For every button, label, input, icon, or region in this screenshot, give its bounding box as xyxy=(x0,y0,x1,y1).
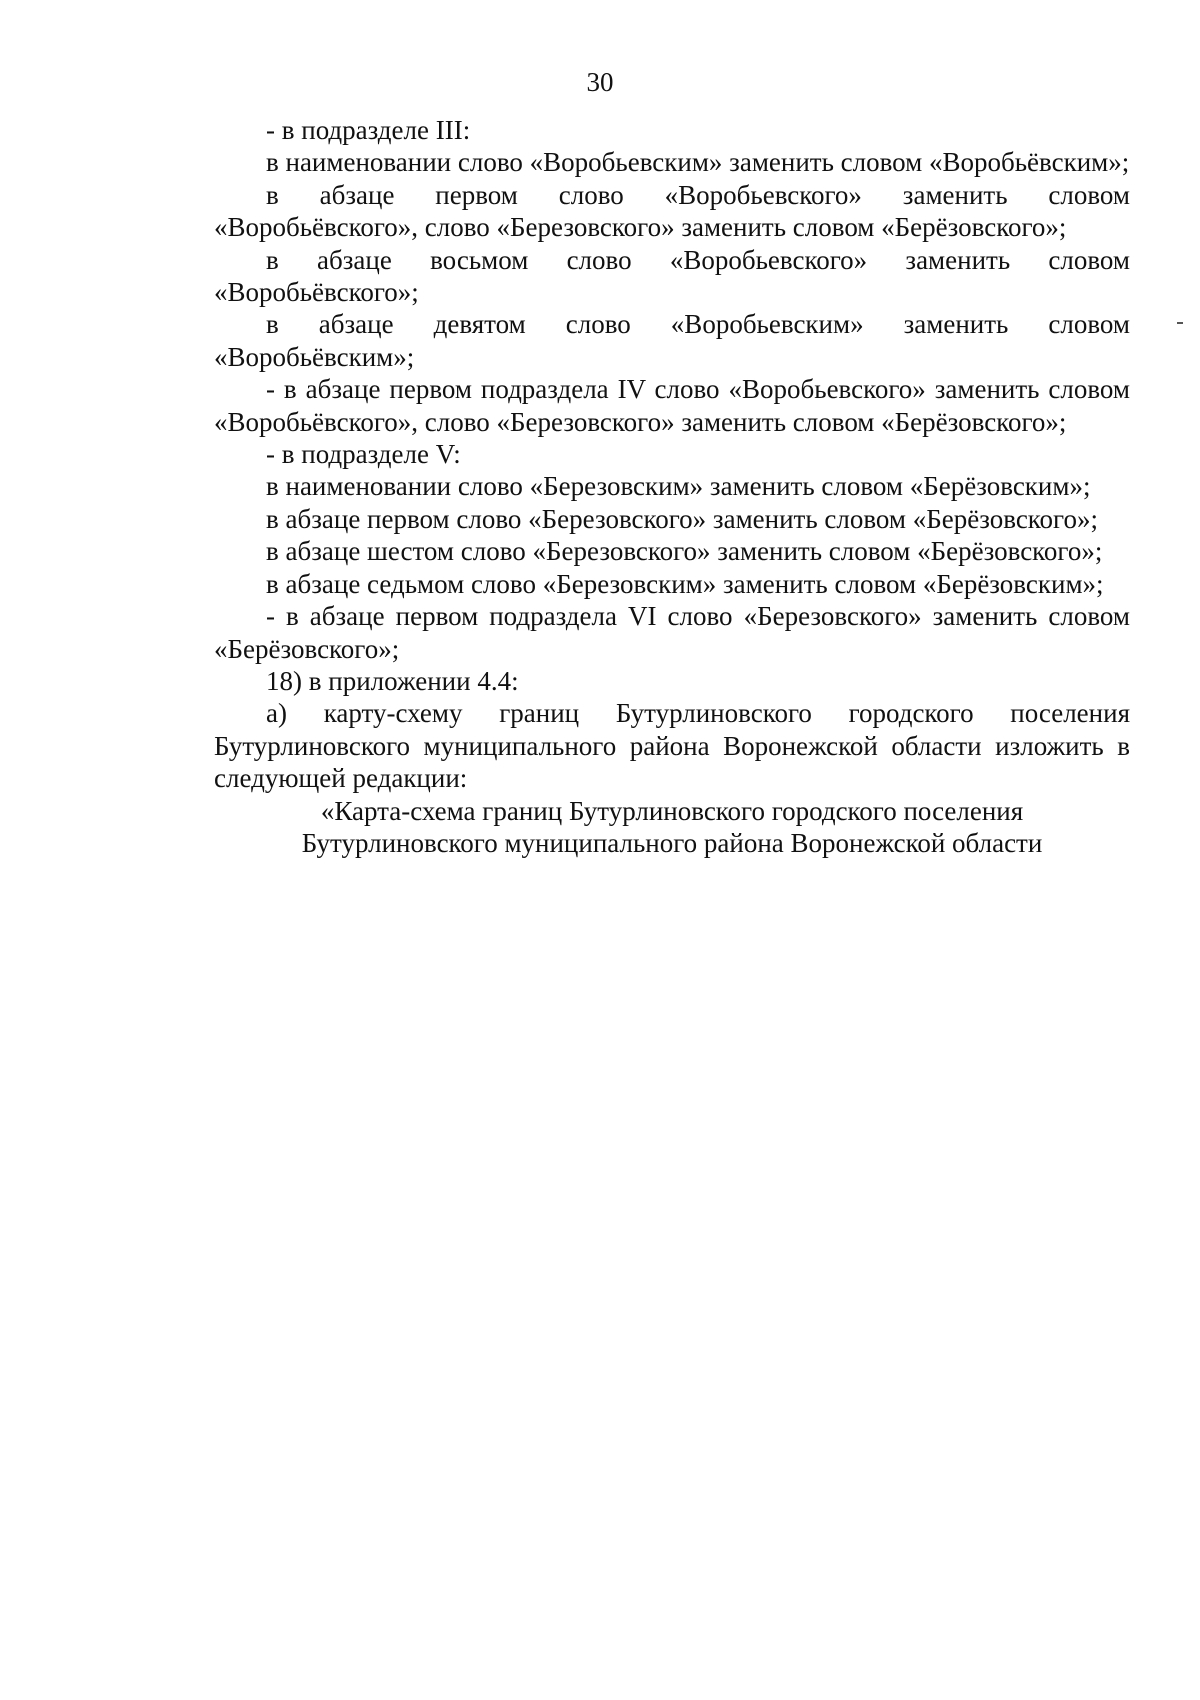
paragraph-subsection-iv: - в абзаце первом подраздела IV слово «Воробьевского» заменить словом «Воробьёвского», слово «Березовского» заменить словом «Берёзовского»; xyxy=(214,374,1130,437)
paragraph-subsection-vi: - в абзаце первом подраздела VI слово «Березовского» заменить словом «Берёзовского»; xyxy=(214,601,1130,664)
scan-mark xyxy=(1177,322,1183,324)
paragraph-iii-eighth: в абзаце восьмом слово «Воробьевского» заменить словом «Воробьёвского»; xyxy=(214,244,1130,308)
paragraph-v-seventh: в абзаце седьмом слово «Березовским» заменить словом «Берёзовским»; xyxy=(266,568,1104,599)
paragraph-subsection-iii: - в подразделе III: xyxy=(266,115,471,145)
paragraph-v-first: в абзаце первом слово «Березовского» заменить словом «Берёзовского»; xyxy=(266,503,1098,534)
paragraph-subsection-v: - в подразделе V: xyxy=(266,439,461,470)
paragraph-v-name: в наименовании слово «Березовским» заменить словом «Берёзовским»; xyxy=(266,471,1091,502)
page-number: 30 xyxy=(586,67,614,97)
document-body xyxy=(214,114,1130,859)
map-title-line-2: Бутурлиновского муниципального района Воронежской области xyxy=(301,827,1043,858)
map-title xyxy=(214,795,1130,860)
paragraph-iii-first: в абзаце первом слово «Воробьевского» заменить словом «Воробьёвского», слово «Березовского» заменить словом «Берёзовского»; xyxy=(214,179,1130,243)
paragraph-iii-ninth: в абзаце девятом слово «Воробьевским» заменить словом «Воробьёвским»; xyxy=(214,309,1130,372)
paragraph-v-sixth: в абзаце шестом слово «Березовского» заменить словом «Берёзовского»; xyxy=(266,536,1103,567)
paragraph-item-18a: а) карту-схему границ Бутурлиновского городского поселения Бутурлиновского муниципального района Воронежской области изложить в следующей редакции: xyxy=(214,698,1130,794)
paragraph-iii-name: в наименовании слово «Воробьевским» заменить словом «Воробьёвским»; xyxy=(266,147,1130,178)
paragraph-item-18: 18) в приложении 4.4: xyxy=(266,665,519,696)
map-title-line-1: «Карта-схема границ Бутурлиновского городского поселения xyxy=(320,795,1024,826)
